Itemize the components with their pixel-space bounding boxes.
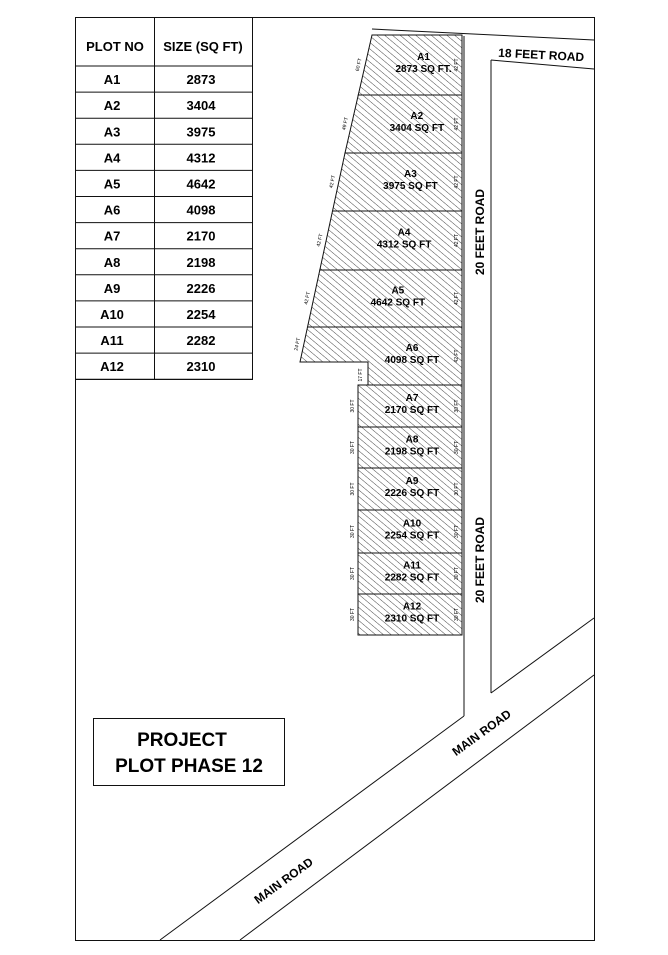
table-cell-plot: A1	[103, 72, 121, 88]
road-label-main-lower: MAIN ROAD	[251, 854, 316, 907]
dim-label-17-ft: 17 FT	[358, 368, 364, 382]
table-cell-plot: A3	[103, 124, 121, 140]
table-header-size: SIZE (SQ FT)	[163, 39, 243, 54]
table-cell-plot: A12	[100, 359, 124, 375]
plot-right-dim: 30 FT	[454, 607, 460, 622]
plot-id-label: A3	[403, 169, 417, 180]
plot-a4[interactable]	[316, 211, 462, 270]
table-cell-size: 2254	[186, 306, 216, 322]
table-cell-plot: A7	[103, 228, 121, 244]
table-cell-size: 2873	[186, 72, 216, 88]
plot-right-dim: 42 FT	[454, 233, 460, 248]
plot-area-label: 2254 SQ FT	[384, 530, 440, 542]
plot-a2[interactable]	[341, 95, 462, 153]
plot-id-label: A12	[402, 601, 422, 613]
plot-left-dim: 42 FT	[328, 174, 338, 189]
table-header-plot-no: PLOT NO	[86, 39, 144, 54]
plot-left-dim: 30 FT	[350, 607, 356, 622]
main-road-lower-edge	[240, 675, 594, 940]
table-cell-plot: A11	[100, 333, 124, 349]
plot-right-dim: 30 FT	[454, 399, 460, 413]
plot-a3[interactable]	[328, 153, 462, 211]
project-title-box	[94, 719, 285, 786]
plot-area-label: 4312 SQ FT	[376, 239, 432, 251]
table-cell-plot: A5	[103, 176, 121, 192]
plot-left-dim: 24 FT	[293, 337, 303, 352]
plot-right-dim: 30 FT	[454, 524, 460, 539]
road-label-20-feet-upper: 20 FEET ROAD	[473, 188, 487, 276]
plot-right-dim: 42 FT	[454, 291, 460, 306]
plot-area-label: 2873 SQ FT.	[395, 64, 452, 75]
plot-a11[interactable]	[350, 553, 462, 594]
table-cell-size: 4642	[186, 176, 216, 192]
plot-right-dim: 30 FT	[454, 440, 460, 455]
plot-area-label: 2198 SQ FT	[384, 446, 440, 458]
plot-area-label: 2310 SQ FT	[384, 613, 440, 625]
table-cell-plot: A8	[103, 254, 121, 270]
table-cell-size: 3404	[186, 98, 216, 114]
plot-id-label: A11	[403, 560, 421, 572]
road-label-main-upper: MAIN ROAD	[449, 706, 514, 759]
table-cell-plot: A2	[103, 98, 121, 114]
plot-a9[interactable]	[350, 468, 462, 510]
table-cell-size: 4098	[186, 202, 216, 218]
plot-id-label: A7	[405, 393, 419, 404]
project-title-line1: PROJECT	[137, 730, 227, 751]
plot-a10[interactable]	[350, 510, 462, 553]
plot-left-dim: 30 FT	[350, 440, 356, 455]
plot-left-dim: 30 FT	[350, 482, 356, 496]
plot-left-dim: 30 FT	[350, 399, 356, 413]
plot-a6[interactable]	[293, 327, 462, 385]
plot-a7[interactable]	[350, 385, 462, 427]
plot-left-dim: 30 FT	[350, 524, 356, 539]
plot-right-dim: 42 FT	[454, 58, 460, 72]
plot-id-label: A6	[405, 343, 419, 354]
plot-left-dim: 49 FT	[341, 116, 350, 131]
plot-left-dim: 30 FT	[350, 566, 356, 581]
plot-right-dim: 42 FT	[454, 117, 460, 131]
plot-area-label: 2282 SQ FT	[384, 572, 440, 584]
plot-id-label: A1	[417, 52, 430, 63]
main-road-upper-edge	[491, 618, 594, 693]
plot-id-label: A8	[405, 434, 419, 446]
plot-right-dim: 42 FT	[454, 349, 460, 363]
table-cell-size: 2282	[186, 333, 216, 349]
plot-id-label: A5	[391, 285, 405, 297]
table-cell-size: 2198	[186, 254, 216, 270]
plot-area-label: 2170 SQ FT	[384, 405, 440, 416]
table-cell-size: 2170	[186, 228, 216, 244]
plot-a8[interactable]	[350, 427, 462, 468]
plot-id-label: A4	[397, 227, 411, 239]
table-cell-plot: A4	[103, 150, 121, 166]
table-cell-size: 3975	[186, 124, 216, 140]
plot-left-dim: 42 FT	[315, 233, 325, 248]
plot-id-label: A2	[410, 111, 424, 122]
plot-area-label: 2226 SQ FT	[384, 488, 440, 499]
plot-id-label: A9	[405, 476, 419, 487]
plot-right-dim: 42 FT	[454, 175, 460, 189]
plot-id-label: A10	[402, 518, 422, 530]
table-cell-plot: A6	[103, 202, 121, 218]
plot-right-dim: 30 FT	[454, 566, 460, 581]
plot-size-table	[76, 18, 253, 380]
road-label-20-feet-lower: 20 FEET ROAD	[473, 516, 487, 604]
plot-a1[interactable]	[355, 35, 462, 95]
plot-a5[interactable]	[303, 270, 462, 327]
plot-area-label: 4642 SQ FT	[370, 297, 426, 309]
plots-layer	[293, 35, 462, 635]
table-cell-plot: A10	[100, 306, 124, 322]
plot-area-label: 4098 SQ FT	[384, 355, 440, 366]
table-cell-size: 4312	[186, 150, 216, 166]
plot-right-dim: 30 FT	[454, 482, 460, 496]
plot-area-label: 3975 SQ FT	[383, 181, 438, 192]
project-title-line2: PLOT PHASE 12	[115, 756, 263, 777]
plot-a12[interactable]	[350, 594, 462, 635]
plot-left-dim: 42 FT	[303, 291, 312, 306]
plot-left-dim: 60 FT	[354, 57, 364, 72]
road-label-18-feet: 18 FEET ROAD	[497, 45, 585, 65]
table-cell-size: 2310	[186, 359, 216, 375]
sheet-border	[76, 18, 595, 941]
table-cell-plot: A9	[103, 280, 121, 296]
table-cell-size: 2226	[186, 280, 216, 296]
plot-area-label: 3404 SQ FT	[389, 123, 445, 134]
